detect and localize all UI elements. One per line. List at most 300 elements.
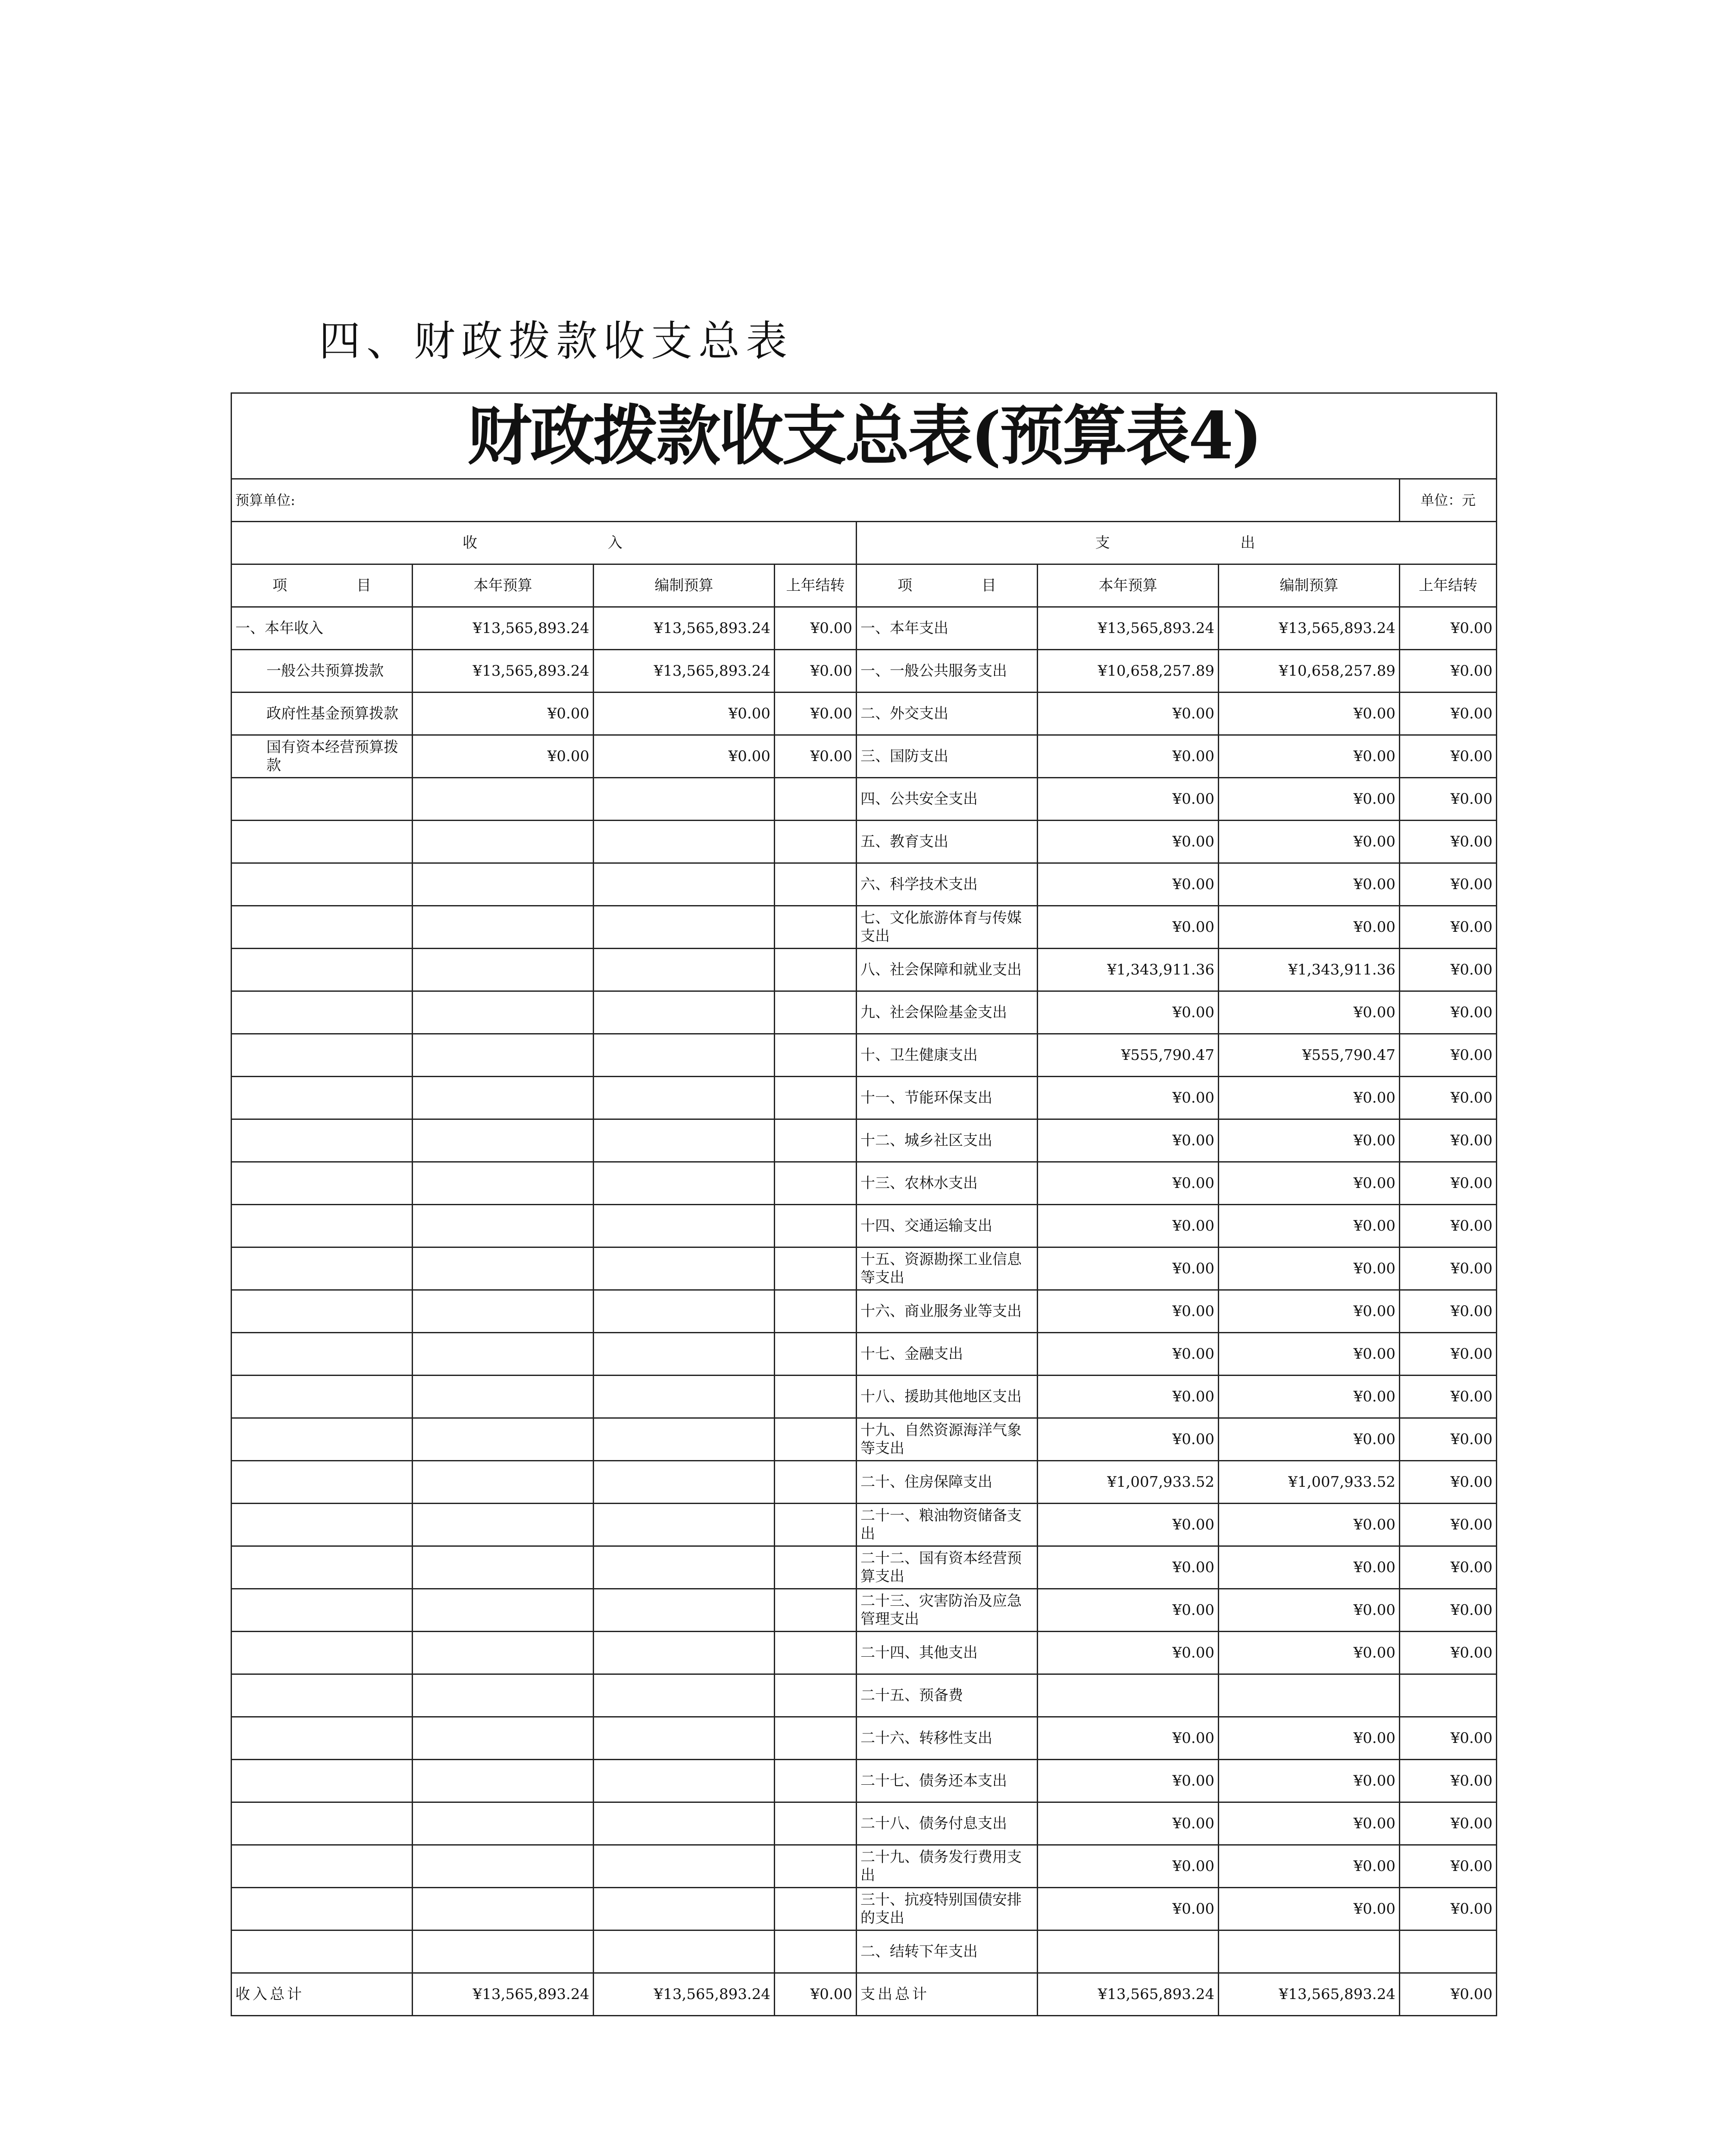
income-compiled-cell: [594, 1034, 775, 1077]
expense-compiled-cell: ¥0.00: [1219, 1717, 1400, 1760]
expense-carryover-cell: ¥0.00: [1400, 1802, 1497, 1845]
expense-total-carryover: ¥0.00: [1400, 1973, 1497, 2016]
expense-carryover-cell: ¥0.00: [1400, 949, 1497, 991]
expense-current-cell: ¥0.00: [1038, 1119, 1219, 1162]
expense-item-cell: 二、结转下年支出: [857, 1930, 1038, 1973]
expense-carryover-cell: ¥0.00: [1400, 1546, 1497, 1589]
expense-item-cell: 二十六、转移性支出: [857, 1717, 1038, 1760]
expense-item-cell: 十三、农林水支出: [857, 1162, 1038, 1205]
income-carryover-cell: ¥0.00: [775, 607, 857, 650]
expense-current-cell: ¥0.00: [1038, 1589, 1219, 1632]
expense-item-cell: 一、本年支出: [857, 607, 1038, 650]
col-header-income-current: 本年预算: [413, 564, 594, 607]
income-total-current: ¥13,565,893.24: [413, 1973, 594, 2016]
expense-carryover-cell: ¥0.00: [1400, 1461, 1497, 1504]
table-row: [231, 1205, 1497, 1247]
income-compiled-cell: [594, 949, 775, 991]
expense-compiled-cell: ¥0.00: [1219, 906, 1400, 949]
expense-compiled-cell: [1219, 1930, 1400, 1973]
expense-compiled-cell: ¥0.00: [1219, 1802, 1400, 1845]
income-item-cell: [231, 1760, 413, 1802]
expense-carryover-cell: ¥0.00: [1400, 1119, 1497, 1162]
income-total-label: 收入总计: [231, 1973, 413, 2016]
expense-current-cell: ¥0.00: [1038, 778, 1219, 821]
expense-compiled-cell: ¥0.00: [1219, 1162, 1400, 1205]
income-item-cell: 一般公共预算拨款: [231, 650, 413, 693]
income-carryover-cell: [775, 991, 857, 1034]
table-row: [231, 778, 1497, 821]
expense-item-cell: 二十一、粮油物资储备支出: [857, 1504, 1038, 1546]
expense-total-compiled: ¥13,565,893.24: [1219, 1973, 1400, 2016]
expense-compiled-cell: ¥0.00: [1219, 735, 1400, 778]
expense-item-cell: 十一、节能环保支出: [857, 1077, 1038, 1119]
income-item-cell: [231, 991, 413, 1034]
expense-current-cell: ¥555,790.47: [1038, 1034, 1219, 1077]
expense-item-cell: 五、教育支出: [857, 821, 1038, 863]
income-compiled-cell: [594, 1930, 775, 1973]
expense-carryover-cell: ¥0.00: [1400, 1418, 1497, 1461]
income-carryover-cell: [775, 1376, 857, 1418]
income-compiled-cell: [594, 863, 775, 906]
expense-current-cell: ¥0.00: [1038, 1802, 1219, 1845]
expense-carryover-cell: ¥0.00: [1400, 991, 1497, 1034]
expense-current-cell: ¥0.00: [1038, 1504, 1219, 1546]
expense-current-cell: ¥0.00: [1038, 735, 1219, 778]
expense-carryover-cell: ¥0.00: [1400, 1333, 1497, 1376]
table-row: [231, 650, 1497, 693]
income-item-cell: [231, 1546, 413, 1589]
expense-current-cell: ¥0.00: [1038, 1717, 1219, 1760]
income-compiled-cell: [594, 1717, 775, 1760]
income-compiled-cell: [594, 1077, 775, 1119]
expense-compiled-cell: ¥0.00: [1219, 1290, 1400, 1333]
unit-row: [231, 479, 1497, 522]
expense-compiled-cell: ¥0.00: [1219, 1546, 1400, 1589]
income-compiled-cell: ¥13,565,893.24: [594, 650, 775, 693]
table-row: [231, 1546, 1497, 1589]
table-row: [231, 735, 1497, 778]
income-carryover-cell: [775, 906, 857, 949]
expense-item-cell: 九、社会保险基金支出: [857, 991, 1038, 1034]
expense-carryover-cell: ¥0.00: [1400, 650, 1497, 693]
expense-item-cell: 十四、交通运输支出: [857, 1205, 1038, 1247]
income-current-cell: [413, 1290, 594, 1333]
expense-current-cell: ¥0.00: [1038, 1418, 1219, 1461]
expense-item-cell: 二十、住房保障支出: [857, 1461, 1038, 1504]
col-header-expense-current: 本年预算: [1038, 564, 1219, 607]
expense-carryover-cell: ¥0.00: [1400, 1162, 1497, 1205]
expense-carryover-cell: ¥0.00: [1400, 1589, 1497, 1632]
income-current-cell: [413, 949, 594, 991]
income-item-cell: 一、本年收入: [231, 607, 413, 650]
income-current-cell: ¥0.00: [413, 693, 594, 735]
expense-compiled-cell: ¥0.00: [1219, 1333, 1400, 1376]
expense-current-cell: [1038, 1930, 1219, 1973]
table-row: [231, 863, 1497, 906]
income-current-cell: [413, 778, 594, 821]
income-current-cell: ¥0.00: [413, 735, 594, 778]
expense-current-cell: ¥13,565,893.24: [1038, 607, 1219, 650]
expense-current-cell: ¥1,007,933.52: [1038, 1461, 1219, 1504]
table-row: [231, 1845, 1497, 1888]
income-current-cell: [413, 1845, 594, 1888]
income-carryover-cell: [775, 1589, 857, 1632]
income-compiled-cell: [594, 991, 775, 1034]
income-compiled-cell: [594, 1418, 775, 1461]
currency-unit-label: 单位：元: [1400, 479, 1497, 522]
table-row: [231, 1930, 1497, 1973]
expense-current-cell: ¥0.00: [1038, 1760, 1219, 1802]
income-current-cell: [413, 1504, 594, 1546]
income-carryover-cell: ¥0.00: [775, 650, 857, 693]
income-compiled-cell: [594, 1845, 775, 1888]
income-compiled-cell: [594, 1290, 775, 1333]
expense-compiled-cell: ¥13,565,893.24: [1219, 607, 1400, 650]
income-compiled-cell: [594, 1461, 775, 1504]
expense-compiled-cell: ¥0.00: [1219, 1376, 1400, 1418]
income-compiled-cell: [594, 1674, 775, 1717]
expense-current-cell: ¥0.00: [1038, 1376, 1219, 1418]
expense-item-cell: 二十五、预备费: [857, 1674, 1038, 1717]
section-header-row: [231, 522, 1497, 564]
expense-compiled-cell: ¥0.00: [1219, 863, 1400, 906]
expense-compiled-cell: ¥0.00: [1219, 1504, 1400, 1546]
income-current-cell: [413, 821, 594, 863]
expense-current-cell: ¥0.00: [1038, 991, 1219, 1034]
expense-item-cell: 二十三、灾害防治及应急管理支出: [857, 1589, 1038, 1632]
income-item-cell: [231, 1162, 413, 1205]
expense-current-cell: [1038, 1674, 1219, 1717]
income-item-cell: [231, 1888, 413, 1930]
income-item-cell: [231, 1802, 413, 1845]
table-row: [231, 821, 1497, 863]
col-header-expense-item: 项 目: [857, 564, 1038, 607]
expense-compiled-cell: ¥0.00: [1219, 991, 1400, 1034]
expense-current-cell: ¥1,343,911.36: [1038, 949, 1219, 991]
expense-total-current: ¥13,565,893.24: [1038, 1973, 1219, 2016]
expense-current-cell: ¥0.00: [1038, 1546, 1219, 1589]
income-compiled-cell: [594, 1504, 775, 1546]
expense-item-cell: 六、科学技术支出: [857, 863, 1038, 906]
budget-unit-label: 预算单位:: [231, 479, 1400, 522]
income-current-cell: [413, 863, 594, 906]
income-current-cell: [413, 1760, 594, 1802]
expense-compiled-cell: ¥0.00: [1219, 1589, 1400, 1632]
income-current-cell: [413, 1589, 594, 1632]
table-row: [231, 1632, 1497, 1674]
col-header-expense-carryover: 上年结转: [1400, 564, 1497, 607]
col-header-expense-compiled: 编制预算: [1219, 564, 1400, 607]
income-current-cell: [413, 1802, 594, 1845]
income-carryover-cell: [775, 1290, 857, 1333]
expense-item-cell: 二十八、债务付息支出: [857, 1802, 1038, 1845]
income-carryover-cell: [775, 1845, 857, 1888]
income-compiled-cell: [594, 821, 775, 863]
expense-compiled-cell: ¥555,790.47: [1219, 1034, 1400, 1077]
expense-item-cell: 七、文化旅游体育与传媒支出: [857, 906, 1038, 949]
expense-compiled-cell: ¥0.00: [1219, 1077, 1400, 1119]
income-item-cell: [231, 949, 413, 991]
expense-compiled-cell: ¥0.00: [1219, 778, 1400, 821]
income-item-cell: [231, 1290, 413, 1333]
expense-item-cell: 三十、抗疫特别国债安排的支出: [857, 1888, 1038, 1930]
income-current-cell: [413, 1333, 594, 1376]
expense-item-cell: 十二、城乡社区支出: [857, 1119, 1038, 1162]
income-carryover-cell: [775, 1802, 857, 1845]
income-current-cell: [413, 1418, 594, 1461]
expense-item-cell: 二十二、国有资本经营预算支出: [857, 1546, 1038, 1589]
expense-carryover-cell: [1400, 1674, 1497, 1717]
income-item-cell: [231, 906, 413, 949]
income-carryover-cell: [775, 863, 857, 906]
income-carryover-cell: [775, 1418, 857, 1461]
income-carryover-cell: ¥0.00: [775, 693, 857, 735]
expense-carryover-cell: ¥0.00: [1400, 735, 1497, 778]
expense-carryover-cell: ¥0.00: [1400, 1034, 1497, 1077]
income-item-cell: [231, 1376, 413, 1418]
income-item-cell: [231, 778, 413, 821]
expense-current-cell: ¥0.00: [1038, 1845, 1219, 1888]
income-current-cell: [413, 1205, 594, 1247]
expense-current-cell: ¥0.00: [1038, 906, 1219, 949]
expense-total-label: 支出总计: [857, 1973, 1038, 2016]
expense-item-cell: 八、社会保障和就业支出: [857, 949, 1038, 991]
expense-item-cell: 十九、自然资源海洋气象等支出: [857, 1418, 1038, 1461]
table-row: [231, 1034, 1497, 1077]
expense-current-cell: ¥0.00: [1038, 1632, 1219, 1674]
expense-carryover-cell: ¥0.00: [1400, 693, 1497, 735]
income-carryover-cell: [775, 1333, 857, 1376]
expense-item-cell: 二十九、债务发行费用支出: [857, 1845, 1038, 1888]
expense-compiled-cell: ¥0.00: [1219, 1632, 1400, 1674]
expense-compiled-cell: ¥10,658,257.89: [1219, 650, 1400, 693]
table-row: [231, 693, 1497, 735]
income-carryover-cell: [775, 1930, 857, 1973]
col-header-income-item: 项 目: [231, 564, 413, 607]
totals-row: [231, 1973, 1497, 2016]
income-item-cell: [231, 1333, 413, 1376]
expense-carryover-cell: ¥0.00: [1400, 906, 1497, 949]
expense-current-cell: ¥0.00: [1038, 1333, 1219, 1376]
table-row: [231, 1888, 1497, 1930]
income-total-compiled: ¥13,565,893.24: [594, 1973, 775, 2016]
income-compiled-cell: [594, 1760, 775, 1802]
expense-carryover-cell: ¥0.00: [1400, 1632, 1497, 1674]
income-compiled-cell: [594, 778, 775, 821]
income-compiled-cell: [594, 1546, 775, 1589]
income-item-cell: 国有资本经营预算拨款: [231, 735, 413, 778]
income-carryover-cell: ¥0.00: [775, 735, 857, 778]
expense-header: 支 出: [857, 522, 1497, 564]
expense-compiled-cell: ¥0.00: [1219, 1418, 1400, 1461]
income-current-cell: [413, 991, 594, 1034]
expense-current-cell: ¥0.00: [1038, 1290, 1219, 1333]
income-carryover-cell: [775, 949, 857, 991]
income-carryover-cell: [775, 1674, 857, 1717]
income-compiled-cell: [594, 1247, 775, 1290]
income-current-cell: ¥13,565,893.24: [413, 650, 594, 693]
expense-current-cell: ¥0.00: [1038, 1888, 1219, 1930]
income-compiled-cell: [594, 1205, 775, 1247]
income-item-cell: [231, 1930, 413, 1973]
income-compiled-cell: [594, 1162, 775, 1205]
income-carryover-cell: [775, 1119, 857, 1162]
expense-compiled-cell: ¥0.00: [1219, 1888, 1400, 1930]
income-current-cell: [413, 906, 594, 949]
income-item-cell: 政府性基金预算拨款: [231, 693, 413, 735]
income-carryover-cell: [775, 1077, 857, 1119]
income-carryover-cell: [775, 1247, 857, 1290]
table-row: [231, 906, 1497, 949]
income-current-cell: [413, 1461, 594, 1504]
table-row: [231, 1717, 1497, 1760]
expense-carryover-cell: ¥0.00: [1400, 1717, 1497, 1760]
income-compiled-cell: [594, 1333, 775, 1376]
table-row: [231, 1119, 1497, 1162]
income-item-cell: [231, 863, 413, 906]
income-current-cell: [413, 1034, 594, 1077]
expense-item-cell: 十五、资源勘探工业信息等支出: [857, 1247, 1038, 1290]
income-carryover-cell: [775, 1717, 857, 1760]
expense-carryover-cell: ¥0.00: [1400, 1205, 1497, 1247]
income-current-cell: [413, 1546, 594, 1589]
income-compiled-cell: [594, 1376, 775, 1418]
income-item-cell: [231, 1589, 413, 1632]
title-row: [231, 393, 1497, 479]
income-item-cell: [231, 821, 413, 863]
expense-carryover-cell: ¥0.00: [1400, 821, 1497, 863]
income-carryover-cell: [775, 1888, 857, 1930]
expense-compiled-cell: ¥0.00: [1219, 1247, 1400, 1290]
expense-carryover-cell: ¥0.00: [1400, 778, 1497, 821]
income-current-cell: [413, 1247, 594, 1290]
expense-compiled-cell: ¥0.00: [1219, 821, 1400, 863]
expense-current-cell: ¥0.00: [1038, 1247, 1219, 1290]
income-item-cell: [231, 1205, 413, 1247]
column-header-row: [231, 564, 1497, 607]
expense-current-cell: ¥0.00: [1038, 1077, 1219, 1119]
expense-item-cell: 二、外交支出: [857, 693, 1038, 735]
income-current-cell: [413, 1119, 594, 1162]
income-item-cell: [231, 1717, 413, 1760]
expense-compiled-cell: ¥1,007,933.52: [1219, 1461, 1400, 1504]
table-row: [231, 991, 1497, 1034]
income-carryover-cell: [775, 821, 857, 863]
income-current-cell: [413, 1930, 594, 1973]
expense-carryover-cell: ¥0.00: [1400, 1845, 1497, 1888]
income-item-cell: [231, 1632, 413, 1674]
income-carryover-cell: [775, 1632, 857, 1674]
income-compiled-cell: [594, 1802, 775, 1845]
income-carryover-cell: [775, 1034, 857, 1077]
income-carryover-cell: [775, 1504, 857, 1546]
income-item-cell: [231, 1418, 413, 1461]
col-header-income-compiled: 编制预算: [594, 564, 775, 607]
expense-item-cell: 十六、商业服务业等支出: [857, 1290, 1038, 1333]
expense-item-cell: 十、卫生健康支出: [857, 1034, 1038, 1077]
income-total-carryover: ¥0.00: [775, 1973, 857, 2016]
expense-item-cell: 十七、金融支出: [857, 1333, 1038, 1376]
table-row: [231, 1162, 1497, 1205]
expense-carryover-cell: ¥0.00: [1400, 1077, 1497, 1119]
income-item-cell: [231, 1845, 413, 1888]
income-carryover-cell: [775, 1205, 857, 1247]
expense-compiled-cell: [1219, 1674, 1400, 1717]
income-current-cell: ¥13,565,893.24: [413, 607, 594, 650]
expense-compiled-cell: ¥0.00: [1219, 693, 1400, 735]
income-item-cell: [231, 1674, 413, 1717]
expense-compiled-cell: ¥0.00: [1219, 1760, 1400, 1802]
expense-current-cell: ¥10,658,257.89: [1038, 650, 1219, 693]
expense-carryover-cell: ¥0.00: [1400, 607, 1497, 650]
income-compiled-cell: ¥0.00: [594, 693, 775, 735]
expense-item-cell: 二十四、其他支出: [857, 1632, 1038, 1674]
income-header: 收 入: [231, 522, 857, 564]
table-row: [231, 1247, 1497, 1290]
income-item-cell: [231, 1034, 413, 1077]
expense-compiled-cell: ¥0.00: [1219, 1845, 1400, 1888]
table-row: [231, 1504, 1497, 1546]
expense-carryover-cell: ¥0.00: [1400, 1247, 1497, 1290]
income-compiled-cell: [594, 1632, 775, 1674]
table-row: [231, 607, 1497, 650]
income-item-cell: [231, 1119, 413, 1162]
expense-carryover-cell: ¥0.00: [1400, 1760, 1497, 1802]
expense-compiled-cell: ¥0.00: [1219, 1119, 1400, 1162]
expense-current-cell: ¥0.00: [1038, 1162, 1219, 1205]
income-current-cell: [413, 1717, 594, 1760]
income-compiled-cell: [594, 1589, 775, 1632]
income-carryover-cell: [775, 1546, 857, 1589]
expense-current-cell: ¥0.00: [1038, 1205, 1219, 1247]
table-row: [231, 1802, 1497, 1845]
expense-item-cell: 四、公共安全支出: [857, 778, 1038, 821]
income-compiled-cell: ¥13,565,893.24: [594, 607, 775, 650]
table-row: [231, 1461, 1497, 1504]
expense-current-cell: ¥0.00: [1038, 821, 1219, 863]
income-compiled-cell: [594, 1888, 775, 1930]
expense-carryover-cell: ¥0.00: [1400, 1376, 1497, 1418]
col-header-income-carryover: 上年结转: [775, 564, 857, 607]
income-compiled-cell: ¥0.00: [594, 735, 775, 778]
expense-carryover-cell: ¥0.00: [1400, 1290, 1497, 1333]
section-heading: 四、财政拨款收支总表: [319, 317, 793, 365]
income-current-cell: [413, 1162, 594, 1205]
table-row: [231, 949, 1497, 991]
table-row: [231, 1077, 1497, 1119]
income-item-cell: [231, 1247, 413, 1290]
income-current-cell: [413, 1376, 594, 1418]
expense-carryover-cell: [1400, 1930, 1497, 1973]
expense-item-cell: 十八、援助其他地区支出: [857, 1376, 1038, 1418]
income-item-cell: [231, 1504, 413, 1546]
table-row: [231, 1760, 1497, 1802]
expense-item-cell: 三、国防支出: [857, 735, 1038, 778]
income-item-cell: [231, 1077, 413, 1119]
income-current-cell: [413, 1888, 594, 1930]
table-row: [231, 1674, 1497, 1717]
table-row: [231, 1376, 1497, 1418]
income-compiled-cell: [594, 906, 775, 949]
expense-current-cell: ¥0.00: [1038, 863, 1219, 906]
expense-current-cell: ¥0.00: [1038, 693, 1219, 735]
expense-compiled-cell: ¥0.00: [1219, 1205, 1400, 1247]
income-carryover-cell: [775, 1162, 857, 1205]
income-carryover-cell: [775, 778, 857, 821]
income-current-cell: [413, 1077, 594, 1119]
table-row: [231, 1333, 1497, 1376]
expense-carryover-cell: ¥0.00: [1400, 863, 1497, 906]
